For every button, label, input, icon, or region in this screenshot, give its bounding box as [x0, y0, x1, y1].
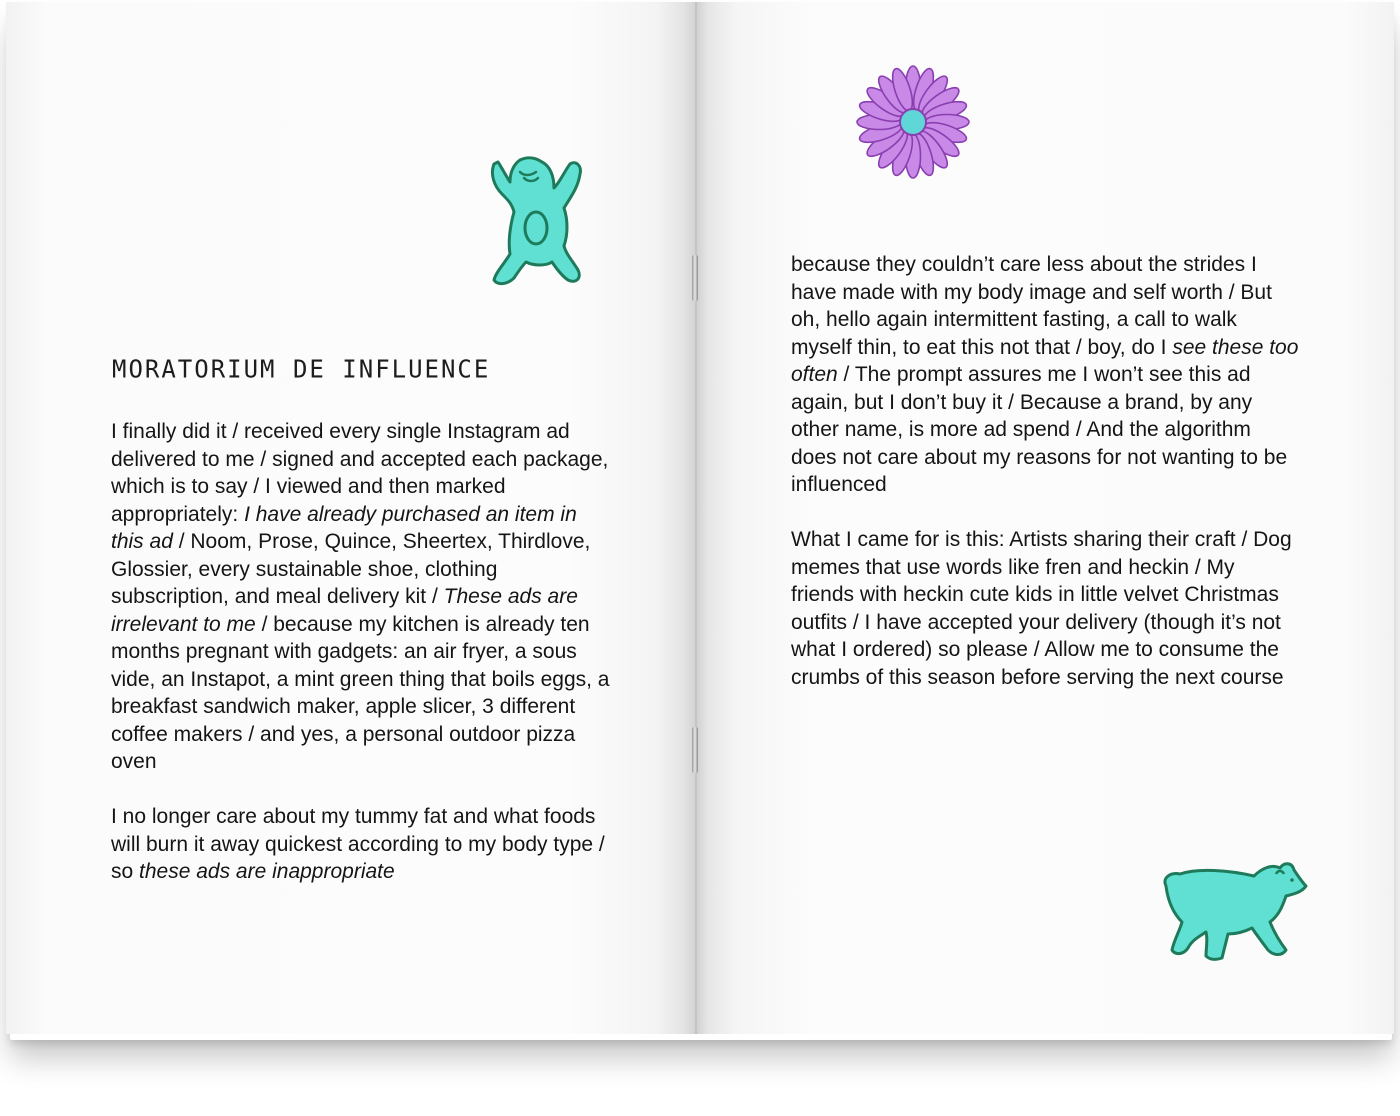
- page-title: MORATORIUM DE INFLUENCE: [112, 354, 491, 384]
- paragraph: [111, 803, 611, 886]
- daisy-flower-illustration: [848, 62, 978, 182]
- text-run: / because my kitchen is already ten months pregnant with gadgets: an air fryer, a sous vide, an Instapot, a mint green thing that boils eggs, a breakfast sandwich maker, apple slicer, 3 different coffee makers / and yes, a personal outdoor pizza oven: [111, 612, 610, 773]
- staple-top: [692, 255, 698, 301]
- jumping-bear-illustration: [480, 150, 590, 300]
- text-run: What I came for is this: Artists sharing their craft / Dog memes that use words like fren and heckin / My friends with heckin cute kids in little velvet Christmas outfits / I have accepted your delivery (though it’s not what I ordered) so please / Allow me to consume the crumbs of this season before serving the next course: [791, 528, 1292, 689]
- text-run: / The prompt assures me I won’t see this ad again, but I don’t buy it / Because a brand, by any other name, is more ad spend / And the algorithm does not care about my reasons for not wanting to be influenced: [791, 363, 1288, 496]
- spine-gutter: [695, 2, 697, 1034]
- right-page-body: [791, 251, 1301, 719]
- flower-center: [900, 109, 926, 135]
- walking-bear-illustration: [1158, 856, 1310, 966]
- text-run: because they couldn’t care less about the strides I have made with my body image and self worth / But oh, hello again intermittent fasting, a call to walk myself thin, to eat this not that / boy, do I: [791, 253, 1272, 359]
- paragraph: [111, 418, 611, 776]
- italic-phrase: These ads are irrelevant to me: [111, 585, 578, 636]
- paragraph: [791, 526, 1301, 691]
- left-page-body: [111, 418, 611, 913]
- paragraph: [791, 251, 1301, 499]
- italic-phrase: these ads are inappropriate: [139, 860, 395, 883]
- italic-phrase: see these too often: [791, 335, 1299, 386]
- staple-bottom: [692, 727, 698, 773]
- italic-phrase: I have already purchased an item in this ad: [111, 502, 577, 553]
- text-run: I no longer care about my tummy fat and what foods will burn it away quickest according to my body type / so: [111, 805, 605, 883]
- text-run: / Noom, Prose, Quince, Sheertex, Thirdlove, Glossier, every sustainable shoe, clothing subscription, and meal delivery kit /: [111, 530, 591, 608]
- text-run: I finally did it / received every single Instagram ad delivered to me / signed and accepted each package, which is to say / I viewed and then marked appropriately:: [111, 420, 609, 526]
